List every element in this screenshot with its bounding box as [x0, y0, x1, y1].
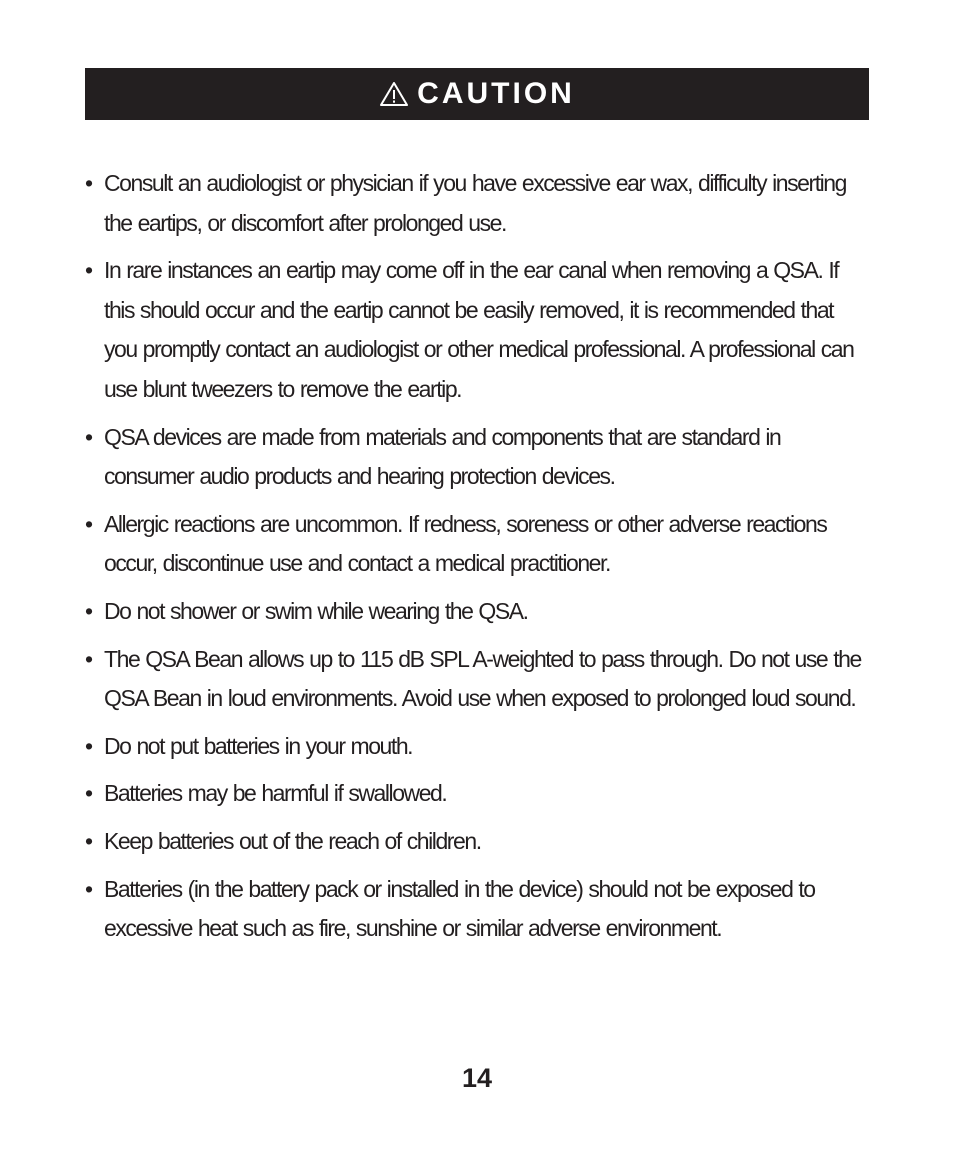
bullet-icon: • — [85, 645, 94, 672]
caution-title: CAUTION — [417, 77, 575, 110]
list-item — [85, 640, 865, 719]
list-item-text: In rare instances an eartip may come off in the ear canal when removing a QSA. If this should occur and the eartip cannot be easily removed, it is recommended that you promptly contact an audiologist or other medical professional. A professional can use blunt tweezers to remove the eartip. — [104, 257, 854, 402]
bullet-icon: • — [85, 597, 94, 624]
list-item — [85, 727, 865, 767]
list-item — [85, 774, 865, 814]
list-item — [85, 418, 865, 497]
bullet-icon: • — [85, 827, 94, 854]
list-item-text: Keep batteries out of the reach of children. — [104, 827, 481, 854]
list-item-text: Do not shower or swim while wearing the QSA. — [104, 597, 528, 624]
list-item — [85, 592, 865, 632]
bullet-icon: • — [85, 732, 94, 759]
list-item — [85, 822, 865, 862]
list-item-text: Batteries may be harmful if swallowed. — [104, 780, 447, 807]
list-item-text: Do not put batteries in your mouth. — [104, 732, 413, 759]
list-item — [85, 251, 865, 409]
list-item-text: QSA devices are made from materials and components that are standard in consumer audio products and hearing protection devices. — [104, 423, 781, 490]
list-item — [85, 870, 865, 949]
bullet-icon: • — [85, 510, 94, 537]
bullet-icon: • — [85, 875, 94, 902]
bullet-icon: • — [85, 257, 94, 284]
list-item-text: Consult an audiologist or physician if you have excessive ear wax, difficulty inserting the eartips, or discomfort after prolonged use. — [104, 170, 846, 236]
caution-header — [85, 68, 869, 120]
page-number: 14 — [461, 1063, 493, 1093]
list-item-text: The QSA Bean allows up to 115 dB SPL A-weighted to pass through. Do not use the QSA Bean in loud environments. Avoid use when exposed to prolonged loud sound. — [104, 645, 861, 712]
list-item-text: Allergic reactions are uncommon. If redness, soreness or other adverse reactions occur, discontinue use and contact a medical practitioner. — [104, 510, 827, 577]
bullet-icon: • — [85, 170, 94, 196]
bullet-icon: • — [85, 780, 94, 807]
bullet-icon: • — [85, 423, 94, 450]
list-item — [85, 505, 865, 584]
list-item — [85, 164, 865, 243]
list-item-text: Batteries (in the battery pack or installed in the device) should not be exposed to excessive heat such as fire, sunshine or similar adverse environment. — [104, 875, 815, 942]
caution-list — [85, 164, 865, 957]
warning-triangle-icon — [379, 81, 409, 107]
